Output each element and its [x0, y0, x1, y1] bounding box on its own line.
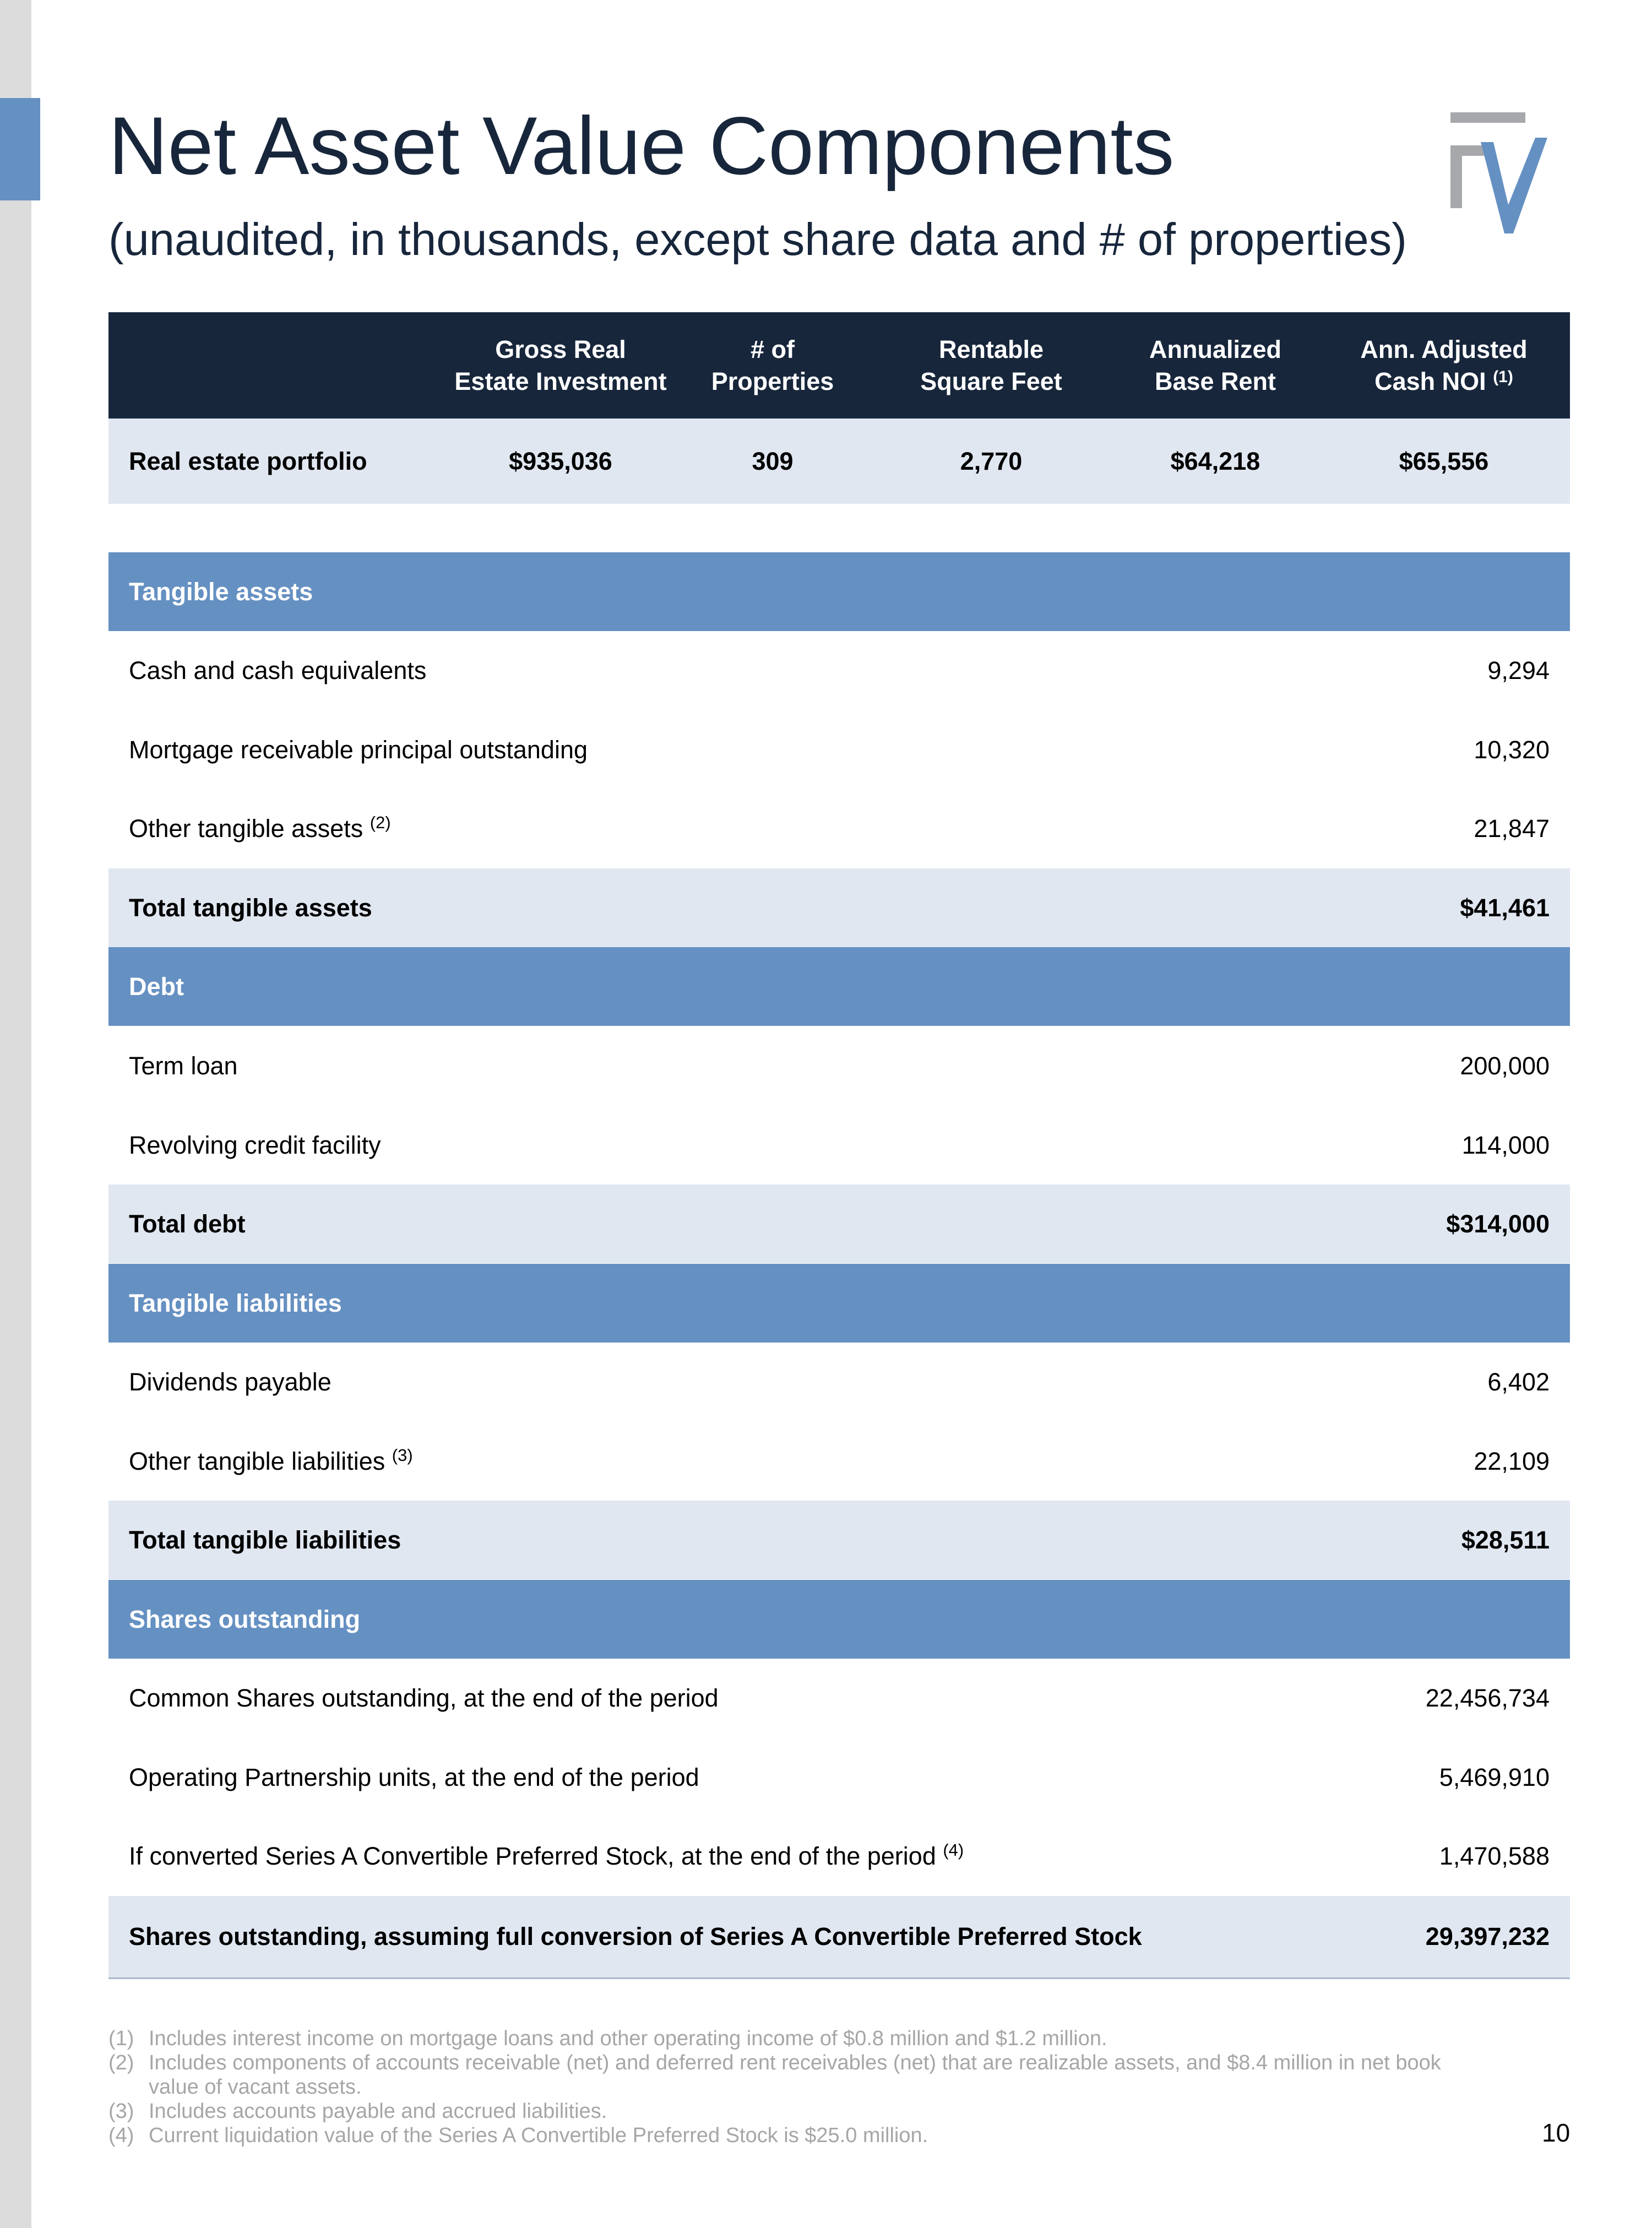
total-row-tangible-assets: Total tangible assets $41,461	[108, 868, 1570, 947]
footnote: (3) Includes accounts payable and accrued liabilities.	[108, 2100, 607, 2123]
real-estate-portfolio-row	[108, 419, 1570, 504]
column-header-rentable-square-feet: Rentable Square Feet	[920, 335, 1062, 395]
total-row-debt: Total debt $314,000	[108, 1184, 1570, 1263]
footnote-ref: (3)	[392, 1445, 413, 1465]
section-header-shares-outstanding: Shares outstanding	[108, 1580, 1570, 1659]
table-row: Other tangible liabilities $^{(3)}$ 22,109	[108, 1422, 1570, 1501]
section-header-tangible-assets: Tangible assets	[108, 552, 1570, 631]
table-row: Mortgage receivable principal outstanding 10,320	[108, 710, 1570, 789]
nav-components-table	[108, 552, 1570, 1977]
page-subtitle: (unaudited, in thousands, except share data and # of properties)	[108, 214, 1407, 265]
total-row-shares-outstanding: Shares outstanding, assuming full conversion of Series A Convertible Preferred Stock 29,397,232	[108, 1896, 1570, 1977]
properties-value: 309	[752, 447, 794, 475]
gross-real-estate-investment-value: $935,036	[509, 447, 612, 475]
table-row: Dividends payable 6,402	[108, 1343, 1570, 1421]
section-header-debt: Debt	[108, 947, 1570, 1026]
table-bottom-rule	[108, 1977, 1570, 1979]
footnote: (2) Includes components of accounts receivable (net) and deferred rent receivables (net) that are realizable assets, and $8.4 million in net book value of vacant assets.	[108, 2051, 1441, 2099]
ann-adjusted-cash-noi-value: $65,556	[1399, 447, 1489, 475]
page-number: 10	[1542, 2118, 1571, 2147]
column-header-gross-real-estate-investment: Gross Real Estate Investment	[454, 335, 667, 395]
rentable-square-feet-value: 2,770	[960, 447, 1023, 475]
footnote: (4) Current liquidation value of the Series A Convertible Preferred Stock is $25.0 million.	[108, 2124, 928, 2147]
column-header-annualized-base-rent: Annualized Base Rent	[1149, 335, 1281, 395]
table-row: Common Shares outstanding, at the end of the period 22,456,734	[108, 1659, 1570, 1737]
footnote-ref: (4)	[943, 1840, 964, 1860]
column-header-properties: # of Properties	[711, 335, 834, 395]
row-label: Real estate portfolio	[129, 447, 367, 475]
table-row: Cash and cash equivalents 9,294	[108, 631, 1570, 710]
total-row-tangible-liabilities: Total tangible liabilities $28,511	[108, 1501, 1570, 1579]
table-row: If converted Series A Convertible Preferred Stock, at the end of the period $^{(4)}$ 1,470,588	[108, 1817, 1570, 1895]
footnote-ref: (2)	[369, 812, 391, 832]
summary-table-header	[108, 312, 1570, 419]
footnotes	[108, 2026, 1485, 2148]
table-row: Operating Partnership units, at the end of the period 5,469,910	[108, 1738, 1570, 1817]
table-row: Other tangible assets $^{(2)}$ 21,847	[108, 789, 1570, 868]
footnote: (1) Includes interest income on mortgage loans and other operating income of $0.8 million and $1.2 million.	[108, 2027, 1107, 2050]
table-row: Revolving credit facility 114,000	[108, 1106, 1570, 1184]
left-accent-bar	[0, 98, 40, 200]
annualized-base-rent-value: $64,218	[1170, 447, 1260, 475]
footnote-ref: (1)	[1493, 367, 1513, 386]
page-title: Net Asset Value Components	[108, 100, 1175, 192]
column-header-ann-adjusted-cash-noi: Ann. Adjusted Cash NOI $^{(1)}$	[1360, 335, 1528, 395]
fv-logo-icon	[1450, 112, 1572, 238]
table-row: Term loan 200,000	[108, 1026, 1570, 1105]
section-header-tangible-liabilities: Tangible liabilities	[108, 1264, 1570, 1343]
left-margin-strip	[0, 0, 31, 2228]
